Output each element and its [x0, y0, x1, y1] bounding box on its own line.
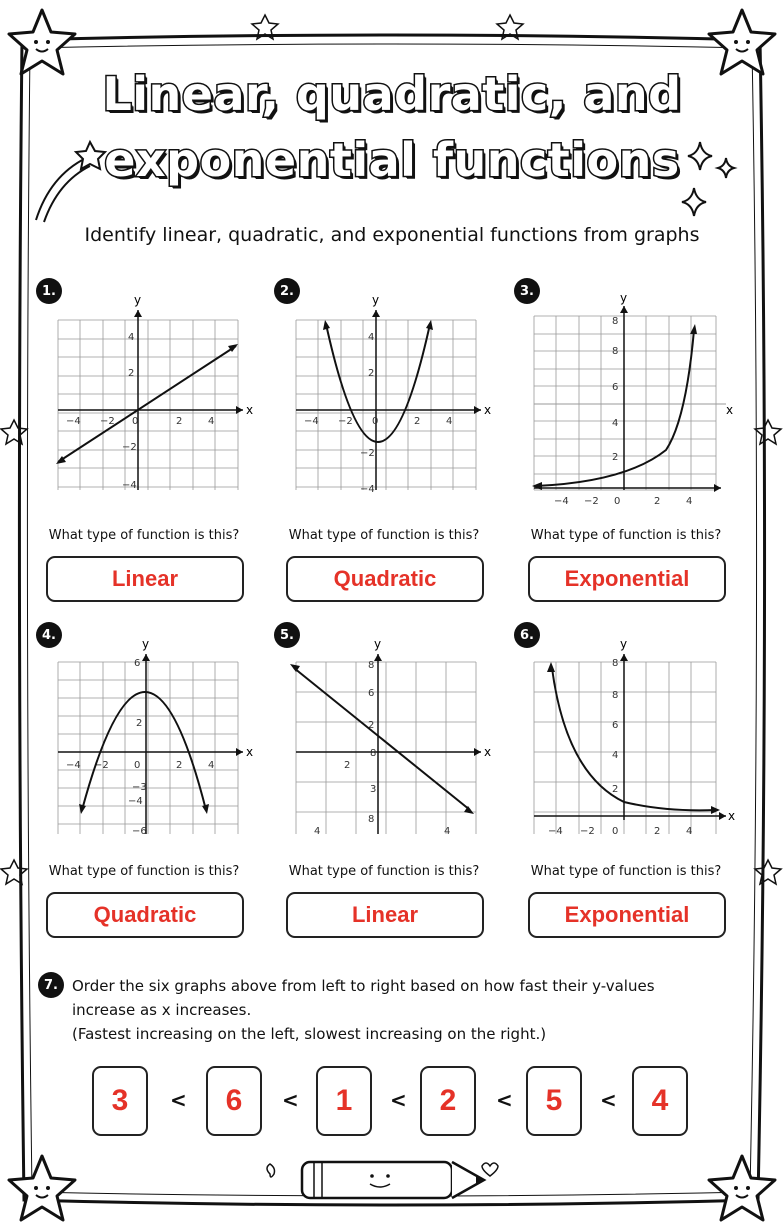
svg-text:2: 2	[176, 416, 183, 427]
svg-text:y: y	[134, 293, 142, 307]
svg-text:2: 2	[136, 718, 143, 729]
svg-text:2: 2	[128, 368, 135, 379]
question-text: What type of function is this?	[48, 864, 240, 879]
parabola-up-graph	[286, 290, 496, 500]
problem-number: 6.	[514, 622, 540, 648]
less-than-sign: <	[282, 1088, 299, 1112]
question-text: What type of function is this?	[530, 864, 722, 879]
svg-text:4: 4	[446, 416, 453, 427]
answer-box[interactable]: Exponential	[528, 556, 726, 602]
svg-text:2: 2	[612, 452, 619, 463]
svg-text:4: 4	[686, 826, 693, 837]
svg-text:−4: −4	[304, 416, 319, 427]
svg-text:4: 4	[612, 418, 619, 429]
less-than-sign: <	[390, 1088, 407, 1112]
problem-number: 2.	[274, 278, 300, 304]
svg-text:−2: −2	[580, 826, 595, 837]
svg-text:−4: −4	[128, 796, 143, 807]
question-text: What type of function is this?	[48, 528, 240, 543]
less-than-sign: <	[600, 1088, 617, 1112]
svg-text:2: 2	[176, 760, 183, 771]
svg-text:−4: −4	[122, 480, 137, 491]
svg-text:4: 4	[208, 760, 215, 771]
svg-text:2: 2	[612, 784, 619, 795]
svg-text:−4: −4	[548, 826, 563, 837]
svg-text:3: 3	[370, 784, 377, 795]
order-box[interactable]: 6	[206, 1066, 262, 1136]
svg-text:8: 8	[612, 316, 619, 327]
svg-text:0: 0	[132, 416, 139, 427]
svg-text:x: x	[726, 403, 734, 417]
svg-text:−4: −4	[66, 416, 81, 427]
parabola-down-graph	[48, 634, 258, 844]
svg-text:2: 2	[368, 368, 375, 379]
answer-box[interactable]: Linear	[286, 892, 484, 938]
order-box[interactable]: 3	[92, 1066, 148, 1136]
svg-text:0: 0	[614, 496, 621, 507]
corner-star-icon	[702, 1150, 782, 1230]
svg-text:0: 0	[612, 826, 619, 837]
svg-text:4: 4	[128, 332, 135, 343]
svg-text:−4: −4	[360, 484, 375, 495]
exponential-growth-graph	[526, 290, 736, 507]
answer-box[interactable]: Quadratic	[286, 556, 484, 602]
svg-text:−6: −6	[132, 826, 147, 837]
svg-text:y: y	[620, 291, 628, 305]
exponential-decay-graph	[526, 634, 736, 844]
svg-text:2: 2	[654, 496, 661, 507]
svg-text:2: 2	[654, 826, 661, 837]
svg-text:8: 8	[368, 660, 375, 671]
svg-text:x: x	[728, 809, 736, 823]
svg-text:4: 4	[612, 750, 619, 761]
svg-text:−2: −2	[360, 448, 375, 459]
problem-number: 3.	[514, 278, 540, 304]
svg-text:8: 8	[612, 690, 619, 701]
svg-text:6: 6	[612, 382, 619, 393]
q7-instructions	[72, 974, 732, 1046]
svg-text:4: 4	[368, 332, 375, 343]
page-subtitle: Identify linear, quadratic, and exponential functions from graphs	[84, 224, 700, 246]
svg-text:−2: −2	[100, 416, 115, 427]
answer-box[interactable]: Linear	[46, 556, 244, 602]
question-text: What type of function is this?	[288, 864, 480, 879]
svg-text:4: 4	[686, 496, 693, 507]
order-box[interactable]: 2	[420, 1066, 476, 1136]
svg-text:y: y	[620, 637, 628, 651]
q7-line: (Fastest increasing on the left, slowest increasing on the right.)	[72, 1025, 547, 1043]
svg-text:8: 8	[612, 346, 619, 357]
svg-text:−4: −4	[554, 496, 569, 507]
svg-text:−3: −3	[132, 782, 147, 793]
svg-text:8: 8	[368, 814, 375, 825]
question-text: What type of function is this?	[530, 528, 722, 543]
page-title-line-2: exponential functions	[104, 133, 680, 187]
pencil-icon	[262, 1152, 502, 1208]
problem-number: 7.	[38, 972, 64, 998]
svg-text:−2: −2	[584, 496, 599, 507]
svg-text:−2: −2	[122, 442, 137, 453]
svg-text:y: y	[372, 293, 380, 307]
svg-text:y: y	[142, 637, 150, 651]
order-box[interactable]: 5	[526, 1066, 582, 1136]
svg-text:8: 8	[612, 658, 619, 669]
svg-text:0: 0	[134, 760, 141, 771]
svg-text:2: 2	[344, 760, 351, 771]
svg-text:4: 4	[444, 826, 451, 837]
svg-text:6: 6	[368, 688, 375, 699]
svg-text:6: 6	[134, 658, 141, 669]
linear-increasing-graph	[48, 290, 258, 500]
less-than-sign: <	[170, 1088, 187, 1112]
svg-text:0: 0	[372, 416, 379, 427]
order-box[interactable]: 4	[632, 1066, 688, 1136]
svg-text:x: x	[246, 745, 254, 759]
svg-text:y: y	[374, 637, 382, 651]
svg-text:8: 8	[370, 748, 377, 759]
order-box[interactable]: 1	[316, 1066, 372, 1136]
problem-number: 4.	[36, 622, 62, 648]
answer-box[interactable]: Quadratic	[46, 892, 244, 938]
svg-text:2: 2	[414, 416, 421, 427]
svg-text:x: x	[484, 745, 492, 759]
less-than-sign: <	[496, 1088, 513, 1112]
svg-text:x: x	[246, 403, 254, 417]
problem-number: 1.	[36, 278, 62, 304]
svg-text:4: 4	[208, 416, 215, 427]
svg-text:x: x	[484, 403, 492, 417]
question-text: What type of function is this?	[288, 528, 480, 543]
page-title-line-1: Linear, quadratic, and	[102, 67, 682, 121]
svg-text:2: 2	[368, 720, 375, 731]
q7-line: increase as x increases.	[72, 1001, 252, 1019]
q7-line: Order the six graphs above from left to right based on how fast their y-values	[72, 977, 655, 995]
linear-decreasing-graph	[286, 634, 496, 844]
svg-text:4: 4	[314, 826, 321, 837]
answer-box[interactable]: Exponential	[528, 892, 726, 938]
svg-text:−2: −2	[338, 416, 353, 427]
corner-star-icon	[2, 1150, 82, 1230]
svg-text:−2: −2	[94, 760, 109, 771]
svg-text:6: 6	[612, 720, 619, 731]
problem-number: 5.	[274, 622, 300, 648]
svg-text:−4: −4	[66, 760, 81, 771]
